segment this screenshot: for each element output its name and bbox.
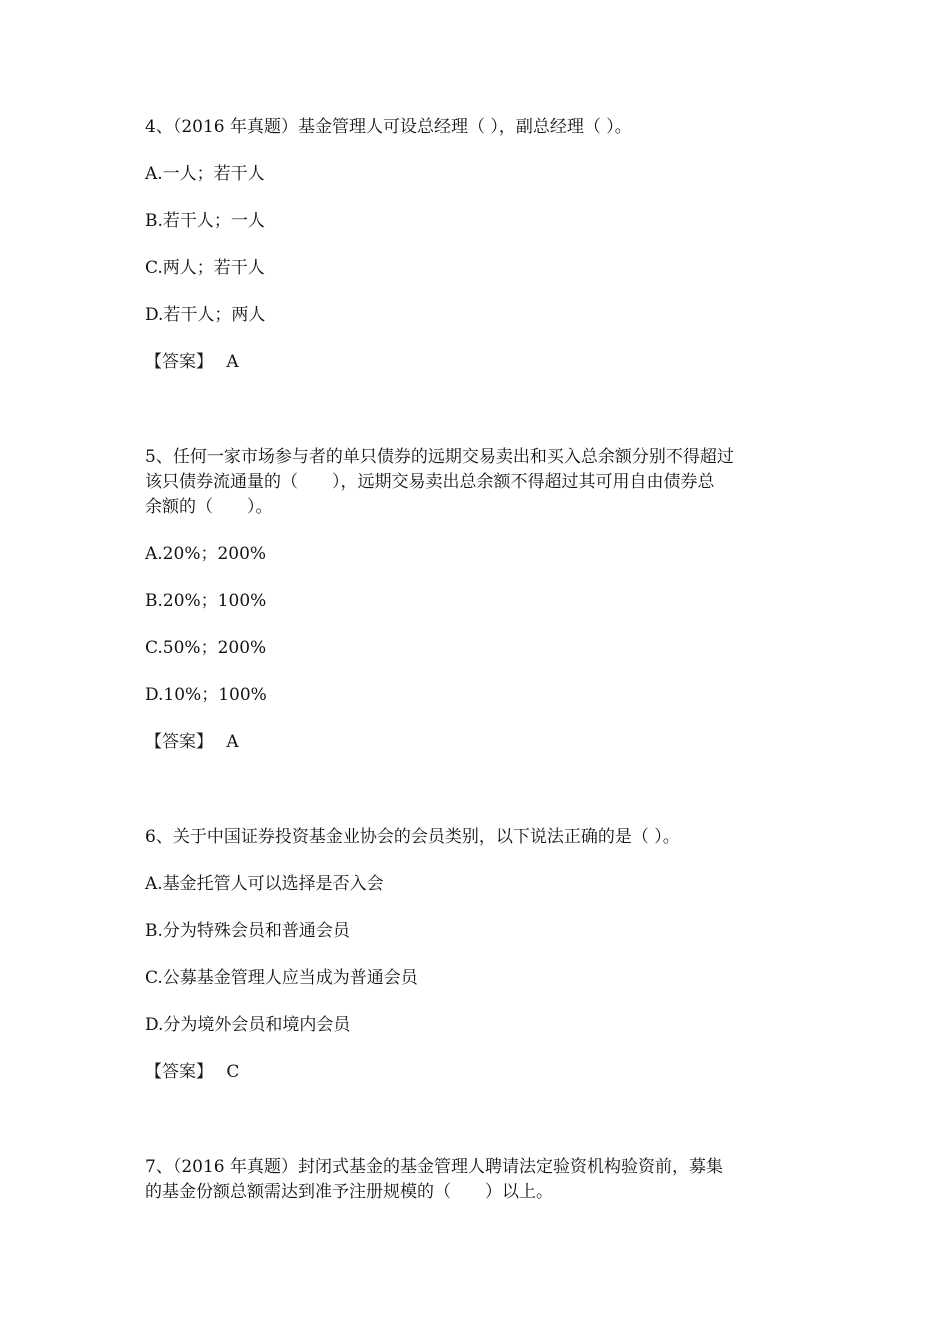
question-5-stem-line-2: 该只债券流通量的（ ），远期交易卖出总余额不得超过其可用自由债券总 <box>145 472 715 492</box>
question-4-option-d: D.若干人；两人 <box>145 305 266 325</box>
question-4-option-b: B.若干人；一人 <box>145 211 265 231</box>
question-5-option-a: A.20%；200% <box>145 544 267 564</box>
answer-value: C <box>226 1062 240 1082</box>
question-6-option-b: B.分为特殊会员和普通会员 <box>145 921 350 941</box>
question-4-option-a: A.一人；若干人 <box>145 164 265 184</box>
answer-label: 【答案】 <box>145 732 213 752</box>
answer-value: A <box>226 352 239 372</box>
question-5-option-b: B.20%；100% <box>145 591 267 611</box>
answer-label: 【答案】 <box>145 1062 213 1082</box>
question-6-option-c: C.公募基金管理人应当成为普通会员 <box>145 968 418 988</box>
question-5-answer <box>145 731 239 753</box>
question-5-option-d: D.10%；100% <box>145 685 267 705</box>
answer-value: A <box>226 732 239 752</box>
question-5-stem-line-1: 5、任何一家市场参与者的单只债券的远期交易卖出和买入总余额分别不得超过 <box>145 447 734 467</box>
question-6-option-a: A.基金托管人可以选择是否入会 <box>145 874 384 894</box>
question-6-stem: 6、关于中国证券投资基金业协会的会员类别，以下说法正确的是（ ）。 <box>145 827 680 847</box>
question-4-stem: 4、（2016 年真题）基金管理人可设总经理（ ），副总经理（ ）。 <box>145 117 632 137</box>
question-4-answer <box>145 351 239 373</box>
answer-label: 【答案】 <box>145 352 213 372</box>
question-5-option-c: C.50%；200% <box>145 638 267 658</box>
question-5-stem-line-3: 余额的（ ）。 <box>145 497 273 517</box>
question-7-stem-line-1: 7、（2016 年真题）封闭式基金的基金管理人聘请法定验资机构验资前，募集 <box>145 1157 723 1177</box>
question-7-stem-line-2: 的基金份额总额需达到准予注册规模的（ ）以上。 <box>145 1182 553 1202</box>
question-4-option-c: C.两人；若干人 <box>145 258 265 278</box>
question-6-answer <box>145 1061 239 1083</box>
question-6-option-d: D.分为境外会员和境内会员 <box>145 1015 351 1035</box>
